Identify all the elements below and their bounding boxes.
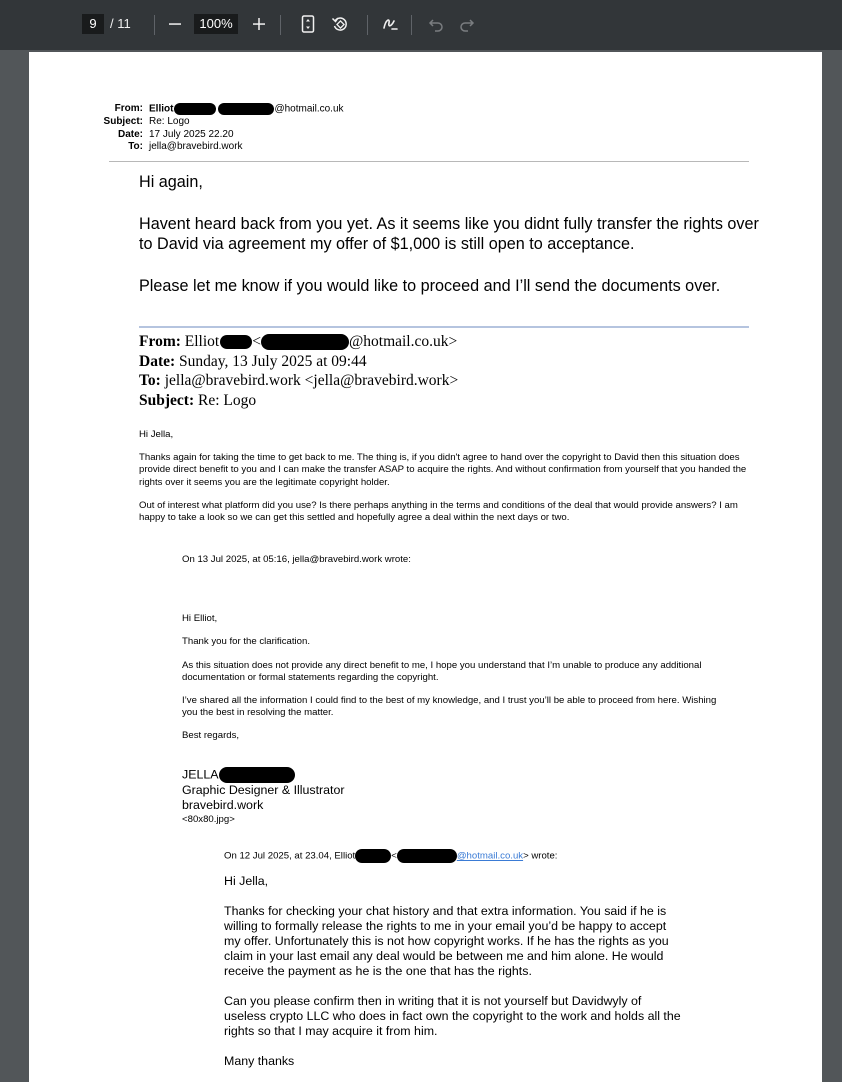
quoted-from-name: Elliot	[184, 333, 220, 350]
date-value: 17 July 2025 22.20	[149, 128, 234, 140]
pdf-page	[29, 52, 822, 1082]
from-label: From:	[114, 103, 143, 114]
quoted-reply-jella	[182, 554, 722, 754]
quoted-subject-value: Re: Logo	[197, 391, 257, 409]
pdf-toolbar	[0, 0, 842, 50]
message-greeting: Hi Jella,	[224, 874, 269, 888]
minus-icon	[168, 17, 182, 31]
signature-website: bravebird.work	[182, 798, 264, 812]
email-link[interactable]: @hotmail.co.uk	[456, 850, 524, 862]
toolbar-divider	[280, 15, 281, 35]
rotate-icon	[331, 15, 349, 33]
message-paragraph: As this situation does not provide any direct benefit to me, I hope you understand that I’m unable to produce any additional documentation or formal statements regarding the copyright.	[182, 659, 702, 683]
message-paragraph: Out of interest what platform did you use? Is there perhaps anything in the terms and conditions of the deal that would provide answers? I am happy to take a look so we can get this settled and hopefully agree a deal within the next days or two.	[139, 499, 738, 524]
annotate-button[interactable]	[378, 12, 402, 36]
redaction-mark	[218, 103, 274, 115]
from-domain: @hotmail.co.uk	[274, 103, 344, 115]
from-name: Elliot	[149, 103, 174, 115]
redo-button[interactable]	[455, 12, 479, 36]
email-header	[89, 103, 344, 154]
to-value: jella@bravebird.work	[149, 141, 243, 153]
redaction-mark	[355, 849, 391, 863]
annotate-icon	[381, 15, 399, 33]
toolbar-divider	[367, 15, 368, 35]
toolbar-divider	[411, 15, 412, 35]
redaction-mark	[174, 103, 216, 115]
page-number-input[interactable]: 9	[82, 14, 104, 34]
message-greeting: Hi Elliot,	[182, 613, 218, 625]
quoted-from-domain: @hotmail.co.uk>	[348, 333, 458, 350]
signature-title: Graphic Designer & Illustrator	[182, 783, 345, 797]
zoom-in-button[interactable]	[247, 12, 271, 36]
message-paragraph: Havent heard back from you yet. As it seems like you didnt fully transfer the rights over to David via agreement my offer of $1,000 is still open to acceptance.	[139, 214, 759, 253]
message-paragraph: Thanks again for taking the time to get back to me. The thing is, if you didn't agree to hand over the copyright to David then this situation does provide direct benefit to you and I can make the transfer ASAP to acquire the rights. And without confirmation from yourself that you handed the rights over it seems you are the legitimate copyright holder.	[139, 452, 747, 488]
undo-button[interactable]	[424, 12, 448, 36]
toolbar-divider	[154, 15, 155, 35]
quote-divider	[139, 326, 749, 328]
message-greeting: Hi Jella,	[139, 429, 174, 440]
subject-label: Subject:	[103, 116, 143, 128]
quote-attribution	[224, 849, 557, 863]
quoted-to-value: jella@bravebird.work <jella@bravebird.work>	[164, 372, 459, 389]
signature-image-placeholder: <80x80.jpg>	[182, 814, 235, 825]
quoted-subject-label: Subject:	[139, 391, 195, 409]
quote-attribution: On 13 Jul 2025, at 05:16, jella@bravebird.work wrote:	[182, 554, 411, 565]
fit-page-icon	[300, 15, 316, 33]
quoted-from-bracket: <	[252, 333, 261, 350]
message-previous	[139, 429, 759, 535]
quoted-message-elliot	[224, 874, 684, 1082]
redaction-mark	[219, 767, 295, 783]
zoom-out-button[interactable]	[163, 12, 187, 36]
message-closing: Best regards,	[182, 730, 240, 742]
quoted-to-label: To:	[139, 372, 161, 389]
message-paragraph: Can you please confirm then in writing that it is not yourself but Davidwyly of useless crypto LLC who does in fact own the copyright to the work and holds all the rights so that I may acquire it from him.	[224, 994, 681, 1038]
redaction-mark	[261, 334, 349, 350]
quoted-header	[139, 332, 458, 410]
page-count: / 11	[110, 16, 131, 31]
message-latest	[139, 172, 759, 317]
message-paragraph: I’ve shared all the information I could find to the best of my knowledge, and I trust you’ll be able to proceed from here. Wishing you the best in resolving the matter.	[182, 695, 717, 719]
subject-value: Re: Logo	[149, 116, 190, 128]
undo-icon	[428, 16, 444, 32]
email-signature	[182, 767, 345, 827]
zoom-level-input[interactable]: 100%	[194, 14, 238, 34]
rotate-button[interactable]	[328, 12, 352, 36]
quote-attribution-suffix: > wrote:	[523, 850, 558, 862]
to-label: To:	[128, 141, 143, 153]
date-label: Date:	[117, 128, 143, 140]
message-paragraph: Thanks for checking your chat history and that extra information. You said if he is willing to formally release the rights to me in your email you’d be happy to accept my offer. Unfortunately this is not how copyright works. If he has the rights as you claim in your last email any deal would be between me and him alone. He would receive the payment as he is the one that has the rights.	[224, 904, 669, 978]
redaction-mark	[220, 335, 252, 349]
header-divider	[109, 161, 749, 162]
message-paragraph: Thank you for the clarification.	[182, 636, 310, 648]
redaction-mark	[397, 849, 457, 863]
quoted-from-label: From:	[139, 333, 181, 350]
redo-icon	[459, 16, 475, 32]
quoted-date-value: Sunday, 13 July 2025 at 09:44	[179, 352, 367, 370]
message-greeting: Hi again,	[139, 173, 203, 191]
message-closing: Many thanks	[224, 1054, 295, 1068]
quote-attribution-prefix: On 12 Jul 2025, at 23.04, Elliot	[224, 850, 356, 862]
quoted-date-label: Date:	[139, 352, 176, 370]
quote-attribution-bracket: <	[391, 850, 397, 862]
fit-to-page-button[interactable]	[296, 12, 320, 36]
plus-icon	[252, 17, 266, 31]
signature-name: JELLA	[182, 767, 219, 782]
message-paragraph: Please let me know if you would like to proceed and I’ll send the documents over.	[139, 276, 721, 295]
